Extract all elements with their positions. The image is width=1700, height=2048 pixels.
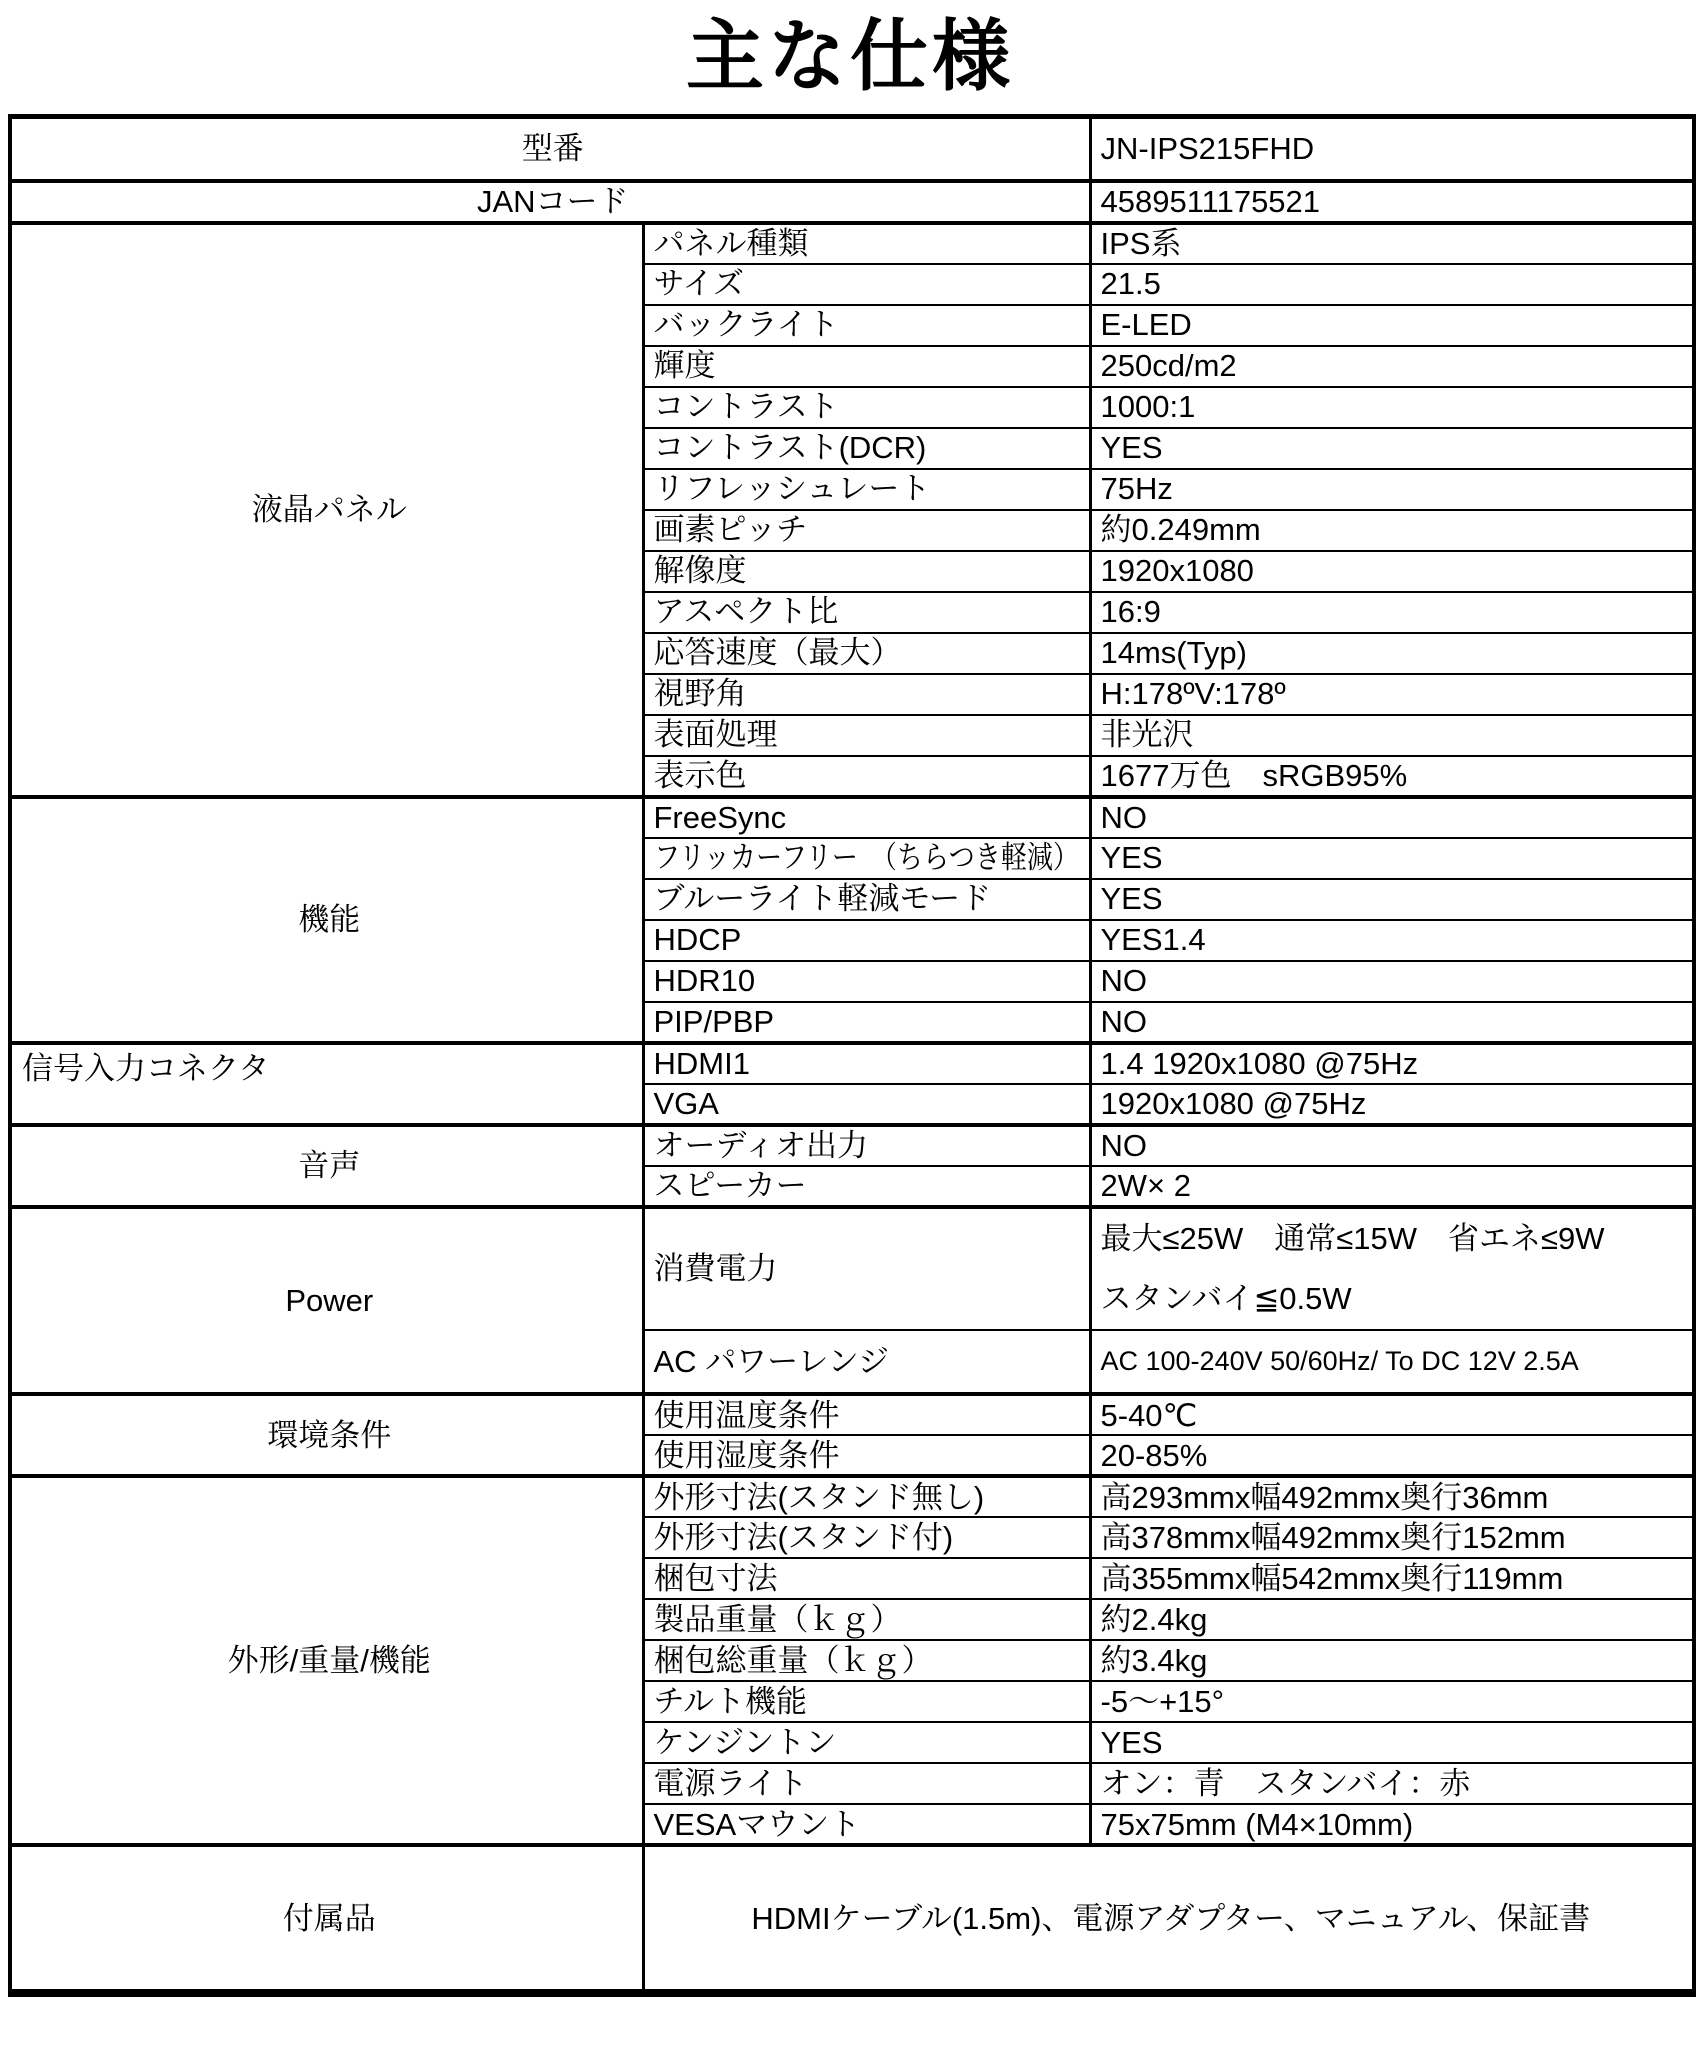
spec-property — [643, 1476, 1090, 1517]
spec-value: 1000:1 — [1090, 387, 1694, 428]
spec-row — [10, 223, 1694, 264]
spec-row — [10, 1043, 1694, 1084]
spec-property — [643, 797, 1090, 838]
spec-property-label: 解像度 — [653, 553, 747, 589]
spec-property-label: スピーカー — [653, 1167, 807, 1203]
section-label: 機能 — [10, 797, 643, 1043]
spec-value: -5～+15° — [1090, 1681, 1694, 1722]
spec-property-label: 表面処理 — [653, 717, 778, 753]
spec-property — [643, 387, 1090, 428]
spec-property-label: VESAマウント — [653, 1806, 861, 1842]
spec-value: 1920x1080 — [1090, 551, 1694, 592]
section-label: Power — [10, 1207, 643, 1395]
spec-value: YES — [1090, 1722, 1694, 1763]
spec-property-label: HDR10 — [653, 963, 756, 999]
spec-value: 非光沢 — [1090, 715, 1694, 756]
spec-row — [10, 797, 1694, 838]
spec-value: H:178ºV:178º — [1090, 674, 1694, 715]
spec-value: 250cd/m2 — [1090, 346, 1694, 387]
spec-value: 高378mmx幅492mmx奥行152mm — [1090, 1517, 1694, 1558]
spec-property-label: FreeSync — [653, 799, 787, 835]
spec-property — [643, 551, 1090, 592]
spec-value: NO — [1090, 1002, 1694, 1043]
spec-property — [643, 264, 1090, 305]
spec-value: YES — [1090, 879, 1694, 920]
spec-property-label: 視野角 — [653, 676, 747, 712]
spec-value: 高355mmx幅542mmx奥行119mm — [1090, 1558, 1694, 1599]
spec-property — [643, 1640, 1090, 1681]
spec-property-label: バックライト — [653, 307, 839, 343]
spec-property-label: PIP/PBP — [653, 1003, 775, 1039]
spec-property — [643, 305, 1090, 346]
spec-value: NO — [1090, 797, 1694, 838]
section-label: 付属品 — [10, 1845, 643, 1993]
spec-property — [643, 592, 1090, 633]
spec-property — [643, 879, 1090, 920]
spec-property — [643, 633, 1090, 674]
spec-value: YES1.4 — [1090, 920, 1694, 961]
spec-row — [10, 181, 1694, 223]
spec-value: 約3.4kg — [1090, 1640, 1694, 1681]
spec-property — [643, 674, 1090, 715]
spec-property — [643, 920, 1090, 961]
spec-value: AC 100-240V 50/60Hz/ To DC 12V 2.5A — [1090, 1330, 1694, 1394]
spec-property-label: 使用温度条件 — [653, 1397, 840, 1433]
spec-property-label: 使用湿度条件 — [653, 1437, 840, 1473]
spec-property — [643, 1517, 1090, 1558]
spec-property — [643, 1207, 1090, 1331]
spec-value: 75x75mm (M4×10mm) — [1090, 1804, 1694, 1845]
spec-property-label: 外形寸法(スタンド無し) — [653, 1479, 985, 1515]
spec-property-label: サイズ — [653, 266, 745, 302]
spec-property — [643, 428, 1090, 469]
spec-value: 75Hz — [1090, 469, 1694, 510]
spec-row-label: 型番 — [10, 117, 1090, 181]
spec-property — [643, 1002, 1090, 1043]
spec-property — [643, 715, 1090, 756]
spec-property — [643, 1681, 1090, 1722]
spec-row — [10, 1125, 1694, 1166]
spec-row-value: HDMIケーブル(1.5m)、電源アダプター、マニュアル、保証書 — [643, 1845, 1694, 1993]
spec-property-label: 梱包寸法 — [653, 1561, 778, 1597]
spec-value: 高293mmx幅492mmx奥行36mm — [1090, 1476, 1694, 1517]
spec-value: オン：青 スタンバイ：赤 — [1090, 1763, 1694, 1804]
section-label: 信号入力コネクタ — [10, 1043, 643, 1125]
spec-property-label: 電源ライト — [653, 1766, 808, 1802]
spec-property — [643, 756, 1090, 797]
spec-value: 2W× 2 — [1090, 1166, 1694, 1207]
spec-property-label: コントラスト — [653, 389, 839, 425]
spec-value: YES — [1090, 838, 1694, 879]
spec-value: 1.4 1920x1080 @75Hz — [1090, 1043, 1694, 1084]
spec-row — [10, 1476, 1694, 1517]
spec-row — [10, 117, 1694, 181]
spec-property-label: 外形寸法(スタンド付) — [653, 1520, 954, 1556]
spec-property — [643, 1763, 1090, 1804]
spec-property-label: 消費電力 — [653, 1251, 778, 1287]
spec-value: 1920x1080 @75Hz — [1090, 1084, 1694, 1125]
spec-property-label: オーディオ出力 — [653, 1127, 869, 1163]
spec-property-label: チルト機能 — [653, 1684, 807, 1720]
spec-property-label: アスペクト比 — [653, 594, 839, 630]
spec-property — [643, 1435, 1090, 1476]
spec-property-label: HDMI1 — [653, 1045, 750, 1081]
spec-table — [8, 114, 1696, 1997]
spec-property-label: パネル種類 — [653, 225, 809, 261]
spec-property — [643, 1558, 1090, 1599]
section-label: 外形/重量/機能 — [10, 1476, 643, 1845]
section-label: 音声 — [10, 1125, 643, 1207]
spec-property — [643, 1330, 1090, 1394]
spec-value: 最大≤25W 通常≤15W 省エネ≤9W スタンバイ≦0.5W — [1090, 1207, 1694, 1331]
spec-property-label: 梱包総重量（ｋｇ） — [653, 1643, 933, 1679]
spec-row — [10, 1394, 1694, 1435]
spec-property-label: 画素ピッチ — [653, 512, 808, 548]
spec-property — [643, 469, 1090, 510]
spec-value: NO — [1090, 961, 1694, 1002]
spec-value: 16:9 — [1090, 592, 1694, 633]
spec-property — [643, 510, 1090, 551]
spec-value: E-LED — [1090, 305, 1694, 346]
spec-value: 20-85% — [1090, 1435, 1694, 1476]
spec-property — [643, 1125, 1090, 1166]
spec-row-label: JANコード — [10, 181, 1090, 223]
spec-value: 約0.249mm — [1090, 510, 1694, 551]
section-label: 液晶パネル — [10, 223, 643, 797]
spec-row — [10, 1845, 1694, 1993]
spec-value: 14ms(Typ) — [1090, 633, 1694, 674]
spec-property — [643, 1043, 1090, 1084]
spec-table-body — [10, 117, 1694, 1994]
spec-property-label: ケンジントン — [653, 1725, 837, 1761]
spec-value: 21.5 — [1090, 264, 1694, 305]
spec-property-label: 輝度 — [653, 348, 716, 384]
spec-property-label: AC パワーレンジ — [653, 1344, 890, 1380]
spec-value: IPS系 — [1090, 223, 1694, 264]
spec-property — [643, 223, 1090, 264]
spec-property-label: HDCP — [653, 922, 742, 958]
spec-property-label: コントラスト(DCR) — [653, 430, 927, 466]
spec-property-label: リフレッシュレート — [653, 471, 931, 507]
spec-property — [643, 961, 1090, 1002]
spec-value: 約2.4kg — [1090, 1599, 1694, 1640]
spec-property — [643, 838, 1090, 879]
spec-property-label: フリッカーフリー （ちらつき軽減） — [653, 840, 1079, 876]
spec-property — [643, 1599, 1090, 1640]
section-label: 環境条件 — [10, 1394, 643, 1476]
spec-property — [643, 1804, 1090, 1845]
spec-property-label: 製品重量（ｋｇ） — [653, 1602, 902, 1638]
spec-row-value: 4589511175521 — [1090, 181, 1694, 223]
spec-property — [643, 1394, 1090, 1435]
spec-property — [643, 1722, 1090, 1763]
spec-property — [643, 1084, 1090, 1125]
spec-value: 5-40℃ — [1090, 1394, 1694, 1435]
spec-property-label: 応答速度（最大） — [653, 635, 902, 671]
spec-row — [10, 1207, 1694, 1331]
spec-row-value: JN-IPS215FHD — [1090, 117, 1694, 181]
spec-property — [643, 346, 1090, 387]
spec-property-label: ブルーライト軽減モード — [653, 881, 992, 917]
spec-value: NO — [1090, 1125, 1694, 1166]
spec-value: YES — [1090, 428, 1694, 469]
spec-value: 1677万色 sRGB95% — [1090, 756, 1694, 797]
spec-property — [643, 1166, 1090, 1207]
spec-property-label: VGA — [653, 1085, 719, 1121]
page-title: 主な仕様 — [685, 12, 1014, 100]
spec-property-label: 表示色 — [653, 757, 747, 793]
